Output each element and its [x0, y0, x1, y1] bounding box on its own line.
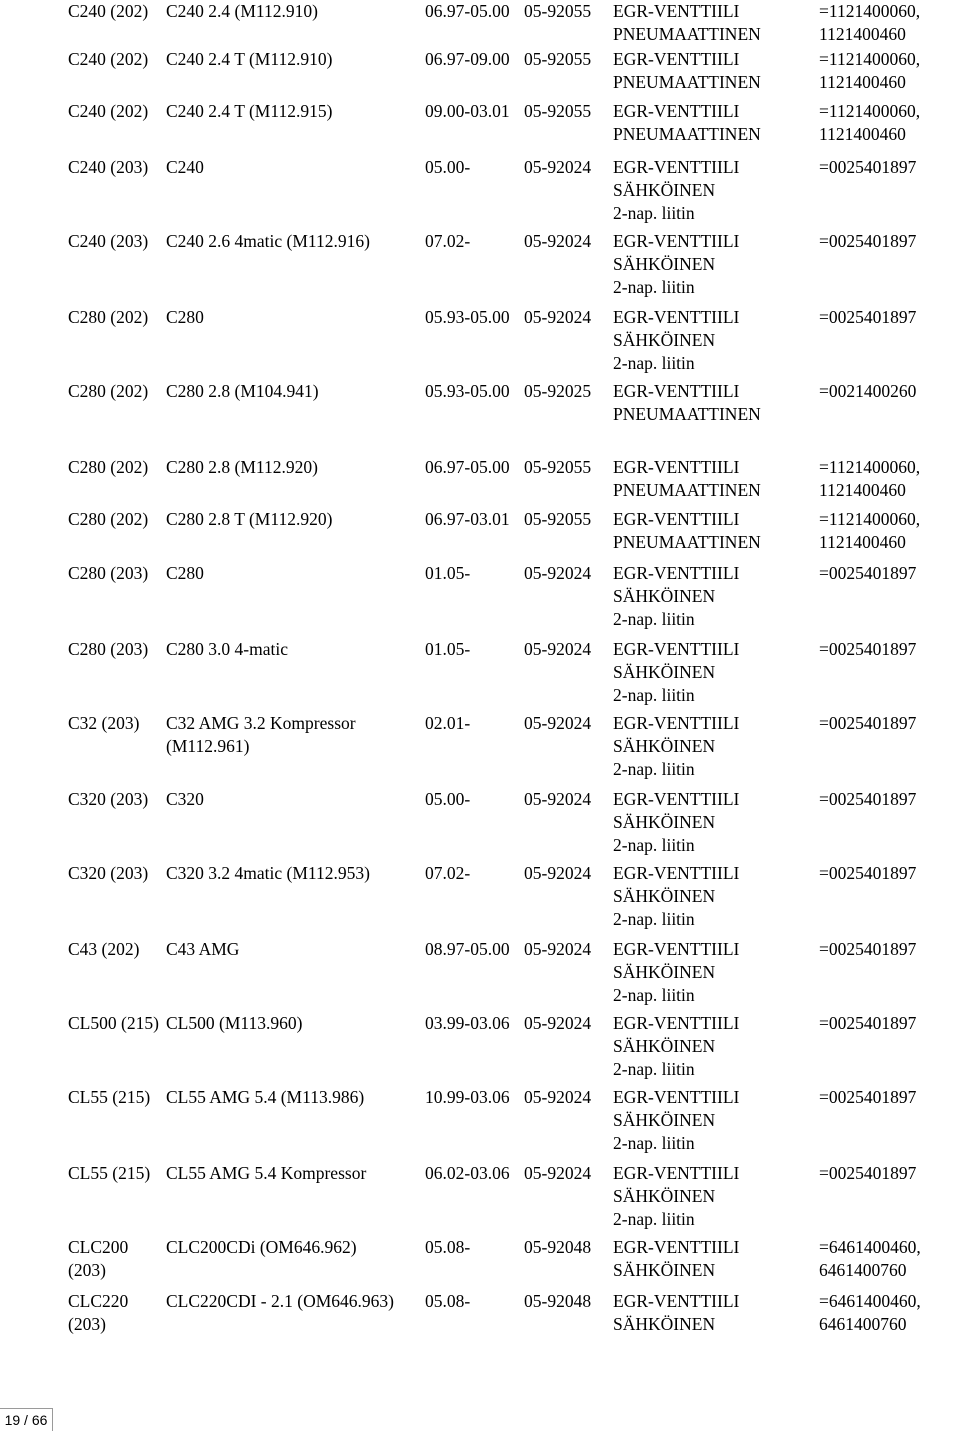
part-code: 05-92025	[524, 381, 592, 401]
vehicle-model: C43 (202)	[68, 939, 140, 959]
oe-number-line: =6461400460,	[819, 1237, 921, 1257]
description-line: SÄHKÖINEN	[613, 1314, 716, 1334]
description-line: EGR-VENTTIILI	[613, 939, 740, 959]
vehicle-model: C280 (202)	[68, 307, 149, 327]
production-years: 03.99-03.06	[425, 1013, 510, 1033]
description-line: EGR-VENTTIILI	[613, 307, 740, 327]
part-description	[613, 1236, 813, 1282]
vehicle-model: CL55 (215)	[68, 1087, 151, 1107]
description-line: EGR-VENTTIILI	[613, 1163, 740, 1183]
oe-number	[819, 1162, 960, 1185]
engine-variant: C240 2.4 (M112.910)	[166, 1, 318, 21]
oe-number-line: =0025401897	[819, 1013, 917, 1033]
description-line: EGR-VENTTIILI	[613, 863, 740, 883]
vehicle-model: C280 (203)	[68, 639, 149, 659]
part-description	[613, 638, 813, 707]
engine-variant: C43 AMG	[166, 939, 240, 959]
oe-number-line: 1121400460	[819, 24, 906, 44]
engine-variant: C280 2.8 T (M112.920)	[166, 509, 333, 529]
production-years: 05.93-05.00	[425, 381, 510, 401]
part-code: 05-92024	[524, 157, 592, 177]
oe-number	[819, 712, 960, 735]
oe-number-line: =0025401897	[819, 1087, 917, 1107]
description-line: EGR-VENTTIILI	[613, 381, 740, 401]
vehicle-model: CL55 (215)	[68, 1163, 151, 1183]
description-line: 2-nap. liitin	[613, 203, 695, 223]
engine-variant: C240 2.4 T (M112.915)	[166, 101, 333, 121]
description-line: SÄHKÖINEN	[613, 254, 716, 274]
engine-variant: C320 3.2 4matic (M112.953)	[166, 863, 370, 883]
engine-variant: CL500 (M113.960)	[166, 1013, 303, 1033]
description-line: EGR-VENTTIILI	[613, 1087, 740, 1107]
engine-variant: C280 2.8 (M112.920)	[166, 457, 318, 477]
description-line: PNEUMAATTINEN	[613, 532, 761, 552]
oe-number	[819, 230, 960, 253]
vehicle-model: CLC220 (203)	[68, 1291, 129, 1334]
production-years: 06.97-05.00	[425, 1, 510, 21]
oe-number	[819, 1236, 960, 1282]
part-description	[613, 230, 813, 299]
description-line: EGR-VENTTIILI	[613, 457, 740, 477]
vehicle-model: C280 (202)	[68, 509, 149, 529]
oe-number	[819, 306, 960, 329]
part-code: 05-92024	[524, 639, 592, 659]
oe-number	[819, 100, 960, 146]
oe-number	[819, 156, 960, 179]
part-description	[613, 862, 813, 931]
description-line: 2-nap. liitin	[613, 1133, 695, 1153]
oe-number-line: =0025401897	[819, 863, 917, 883]
part-description	[613, 456, 813, 502]
oe-number-line: =0021400260	[819, 381, 917, 401]
production-years: 05.00-	[425, 789, 471, 809]
description-line: 2-nap. liitin	[613, 909, 695, 929]
part-description	[613, 712, 813, 781]
vehicle-model: C280 (203)	[68, 563, 149, 583]
oe-number-line: =0025401897	[819, 231, 917, 251]
engine-variant: C280 3.0 4-matic	[166, 639, 288, 659]
production-years: 06.97-03.01	[425, 509, 510, 529]
engine-variant: C320	[166, 789, 204, 809]
production-years: 05.08-	[425, 1291, 471, 1311]
vehicle-model: C240 (202)	[68, 101, 149, 121]
oe-number	[819, 456, 960, 502]
part-description	[613, 562, 813, 631]
part-code: 05-92024	[524, 307, 592, 327]
oe-number-line: =1121400060,	[819, 49, 921, 69]
engine-variant: CL55 AMG 5.4 Kompressor	[166, 1163, 367, 1183]
oe-number-line: 1121400460	[819, 532, 906, 552]
part-code: 05-92024	[524, 713, 592, 733]
description-line: PNEUMAATTINEN	[613, 480, 761, 500]
part-code: 05-92024	[524, 1013, 592, 1033]
engine-variant: CL55 AMG 5.4 (M113.986)	[166, 1087, 365, 1107]
description-line: 2-nap. liitin	[613, 759, 695, 779]
description-line: SÄHKÖINEN	[613, 586, 716, 606]
oe-number-line: =0025401897	[819, 789, 917, 809]
description-line: SÄHKÖINEN	[613, 1186, 716, 1206]
description-line: SÄHKÖINEN	[613, 736, 716, 756]
description-line: EGR-VENTTIILI	[613, 1237, 740, 1257]
engine-variant: C280 2.8 (M104.941)	[166, 381, 319, 401]
vehicle-model: C240 (202)	[68, 49, 149, 69]
oe-number-line: =1121400060,	[819, 509, 921, 529]
production-years: 05.00-	[425, 157, 471, 177]
part-code: 05-92024	[524, 231, 592, 251]
oe-number-line: =0025401897	[819, 563, 917, 583]
description-line: SÄHKÖINEN	[613, 962, 716, 982]
part-code: 05-92024	[524, 1087, 592, 1107]
oe-number	[819, 380, 960, 403]
part-code: 05-92024	[524, 1163, 592, 1183]
page-number: 19 / 66	[0, 1408, 53, 1431]
description-line: EGR-VENTTIILI	[613, 789, 740, 809]
vehicle-model: C320 (203)	[68, 863, 149, 883]
description-line: EGR-VENTTIILI	[613, 1, 740, 21]
part-code: 05-92055	[524, 509, 592, 529]
oe-number	[819, 788, 960, 811]
description-line: EGR-VENTTIILI	[613, 1291, 740, 1311]
part-description	[613, 1162, 813, 1231]
oe-number-line: 1121400460	[819, 124, 906, 144]
part-description	[613, 1012, 813, 1081]
description-line: EGR-VENTTIILI	[613, 1013, 740, 1033]
engine-variant: CLC200CDi (OM646.962)	[166, 1237, 357, 1257]
oe-number-line: =0025401897	[819, 713, 917, 733]
production-years: 05.93-05.00	[425, 307, 510, 327]
part-description	[613, 0, 813, 46]
part-code: 05-92055	[524, 101, 592, 121]
vehicle-model: C280 (202)	[68, 381, 149, 401]
oe-number-line: =0025401897	[819, 307, 917, 327]
vehicle-model: C280 (202)	[68, 457, 149, 477]
engine-variant: C240	[166, 157, 204, 177]
oe-number-line: =1121400060,	[819, 1, 921, 21]
oe-number-line: =1121400060,	[819, 101, 921, 121]
oe-number-line: =6461400460,	[819, 1291, 921, 1311]
description-line: SÄHKÖINEN	[613, 330, 716, 350]
production-years: 06.97-09.00	[425, 49, 510, 69]
description-line: EGR-VENTTIILI	[613, 49, 740, 69]
production-years: 01.05-	[425, 563, 471, 583]
vehicle-model: C240 (203)	[68, 157, 149, 177]
production-years: 06.97-05.00	[425, 457, 510, 477]
oe-number-line: 6461400760	[819, 1314, 907, 1334]
oe-number	[819, 638, 960, 661]
description-line: EGR-VENTTIILI	[613, 639, 740, 659]
part-code: 05-92055	[524, 1, 592, 21]
description-line: 2-nap. liitin	[613, 609, 695, 629]
description-line: EGR-VENTTIILI	[613, 157, 740, 177]
vehicle-model: CLC200 (203)	[68, 1237, 129, 1280]
description-line: EGR-VENTTIILI	[613, 231, 740, 251]
oe-number	[819, 862, 960, 885]
description-line: SÄHKÖINEN	[613, 812, 716, 832]
description-line: EGR-VENTTIILI	[613, 713, 740, 733]
part-code: 05-92055	[524, 49, 592, 69]
description-line: PNEUMAATTINEN	[613, 124, 761, 144]
description-line: 2-nap. liitin	[613, 353, 695, 373]
description-line: EGR-VENTTIILI	[613, 101, 740, 121]
vehicle-model: C320 (203)	[68, 789, 149, 809]
oe-number-line: 1121400460	[819, 480, 906, 500]
production-years: 06.02-03.06	[425, 1163, 510, 1183]
part-description	[613, 1290, 813, 1336]
oe-number-line: =0025401897	[819, 639, 917, 659]
oe-number-line: =1121400060,	[819, 457, 921, 477]
oe-number-line: 1121400460	[819, 72, 906, 92]
part-description	[613, 48, 813, 94]
oe-number	[819, 938, 960, 961]
oe-number	[819, 1012, 960, 1035]
description-line: EGR-VENTTIILI	[613, 563, 740, 583]
oe-number	[819, 1290, 960, 1336]
part-description	[613, 1086, 813, 1155]
oe-number	[819, 1086, 960, 1109]
description-line: 2-nap. liitin	[613, 985, 695, 1005]
description-line: SÄHKÖINEN	[613, 180, 716, 200]
oe-number	[819, 508, 960, 554]
vehicle-model: C240 (202)	[68, 1, 149, 21]
production-years: 01.05-	[425, 639, 471, 659]
description-line: SÄHKÖINEN	[613, 662, 716, 682]
part-code: 05-92048	[524, 1291, 592, 1311]
part-description	[613, 380, 813, 426]
engine-variant: C240 2.4 T (M112.910)	[166, 49, 333, 69]
description-line: EGR-VENTTIILI	[613, 509, 740, 529]
oe-number	[819, 562, 960, 585]
engine-variant: C32 AMG 3.2 Kompressor (M112.961)	[166, 713, 356, 756]
description-line: PNEUMAATTINEN	[613, 404, 761, 424]
part-code: 05-92024	[524, 863, 592, 883]
description-line: SÄHKÖINEN	[613, 1036, 716, 1056]
description-line: 2-nap. liitin	[613, 685, 695, 705]
description-line: SÄHKÖINEN	[613, 1110, 716, 1130]
engine-variant: CLC220CDI - 2.1 (OM646.963)	[166, 1291, 394, 1311]
oe-number-line: =0025401897	[819, 939, 917, 959]
part-description	[613, 156, 813, 225]
production-years: 07.02-	[425, 863, 471, 883]
description-line: 2-nap. liitin	[613, 1209, 695, 1229]
oe-number-line: =0025401897	[819, 157, 917, 177]
production-years: 05.08-	[425, 1237, 471, 1257]
oe-number-line: 6461400760	[819, 1260, 907, 1280]
description-line: SÄHKÖINEN	[613, 886, 716, 906]
engine-variant: C280	[166, 307, 204, 327]
part-code: 05-92024	[524, 563, 592, 583]
description-line: 2-nap. liitin	[613, 835, 695, 855]
part-description	[613, 100, 813, 146]
oe-number-line: =0025401897	[819, 1163, 917, 1183]
description-line: 2-nap. liitin	[613, 1059, 695, 1079]
vehicle-model: CL500 (215)	[68, 1013, 159, 1033]
production-years: 02.01-	[425, 713, 471, 733]
part-description	[613, 938, 813, 1007]
production-years: 07.02-	[425, 231, 471, 251]
part-code: 05-92024	[524, 939, 592, 959]
description-line: SÄHKÖINEN	[613, 1260, 716, 1280]
part-code: 05-92024	[524, 789, 592, 809]
description-line: PNEUMAATTINEN	[613, 24, 761, 44]
part-code: 05-92055	[524, 457, 592, 477]
part-description	[613, 508, 813, 554]
engine-variant: C280	[166, 563, 204, 583]
description-line: PNEUMAATTINEN	[613, 72, 761, 92]
part-code: 05-92048	[524, 1237, 592, 1257]
oe-number	[819, 48, 960, 94]
oe-number	[819, 0, 960, 46]
production-years: 10.99-03.06	[425, 1087, 510, 1107]
description-line: 2-nap. liitin	[613, 277, 695, 297]
vehicle-model: C32 (203)	[68, 713, 140, 733]
vehicle-model: C240 (203)	[68, 231, 149, 251]
part-description	[613, 306, 813, 375]
part-description	[613, 788, 813, 857]
production-years: 09.00-03.01	[425, 101, 510, 121]
engine-variant: C240 2.6 4matic (M112.916)	[166, 231, 370, 251]
production-years: 08.97-05.00	[425, 939, 510, 959]
